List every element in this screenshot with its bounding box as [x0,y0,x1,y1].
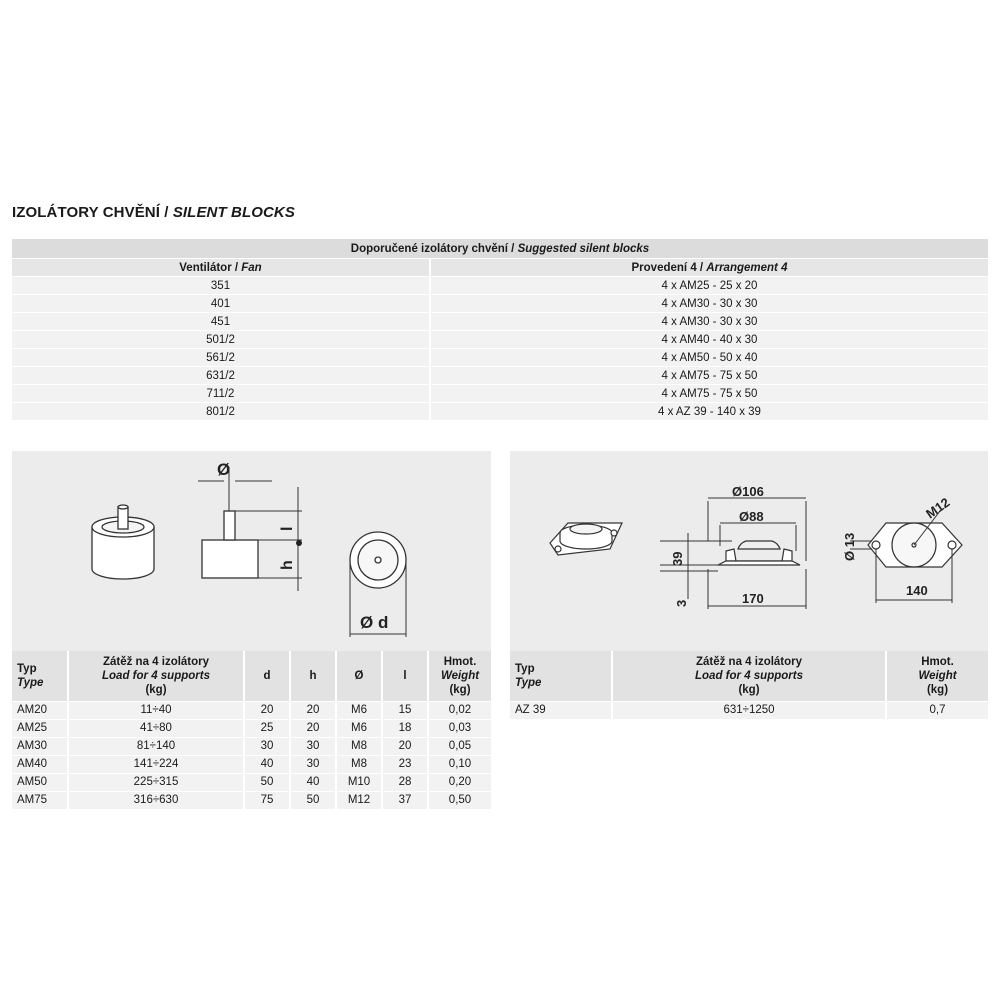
h-cell: 30 [290,737,336,755]
l-cell: 23 [382,755,428,773]
arrangement-cell: 4 x AM30 - 30 x 30 [430,313,988,331]
weight-cell: 0,10 [428,755,491,773]
load-cell: 631÷1250 [612,701,886,719]
weight-cell: 0,20 [428,773,491,791]
table-row [12,737,491,755]
fan-cell: 631/2 [12,367,430,385]
page-title: IZOLÁTORY CHVĚNÍ / SILENT BLOCKS [12,204,295,221]
dimension-dot [296,540,302,546]
h-cell: 20 [290,719,336,737]
load-cell: 11÷40 [68,701,244,719]
d-cell: 30 [244,737,290,755]
l-header: l [382,651,428,701]
fan-cell: 711/2 [12,385,430,403]
table-row [12,313,988,331]
diameter-d-label: Ø d [360,613,389,632]
h-cell: 50 [290,791,336,809]
fan-cell: 401 [12,295,430,313]
table-row [12,331,988,349]
diameter-88-label: Ø88 [739,509,764,524]
weight-header: Hmot. Weight (kg) [886,651,988,701]
height-label: h [279,560,296,570]
suggested-silent-blocks-table [12,239,988,420]
type-header: Typ Type [510,651,612,701]
h-cell: 40 [290,773,336,791]
fan-cell: 451 [12,313,430,331]
load-cell: 141÷224 [68,755,244,773]
h-cell: 20 [290,701,336,719]
type-cell: AM75 [12,791,68,809]
table-row [12,701,491,719]
table-row [12,719,491,737]
d-cell: 25 [244,719,290,737]
load-cell: 225÷315 [68,773,244,791]
am-drawing-panel [12,451,491,651]
table-row [12,403,988,421]
load-header: Zátěž na 4 izolátory Load for 4 supports (kg) [612,651,886,701]
table-row [12,295,988,313]
diameter-cell: M8 [336,755,382,773]
load-cell: 316÷630 [68,791,244,809]
load-cell: 81÷140 [68,737,244,755]
table-row [510,701,988,719]
h-header: h [290,651,336,701]
arrangement-cell: 4 x AM75 - 75 x 50 [430,385,988,403]
weight-cell: 0,7 [886,701,988,719]
type-cell: AM50 [12,773,68,791]
l-cell: 20 [382,737,428,755]
fan-cell: 351 [12,277,430,295]
az-specs-table [510,651,988,719]
arrangement-cell: 4 x AM75 - 75 x 50 [430,367,988,385]
type-cell: AM25 [12,719,68,737]
arrangement-cell: 4 x AM30 - 30 x 30 [430,295,988,313]
length-label: l [279,526,296,531]
table-row [12,755,491,773]
diameter-cell: M6 [336,719,382,737]
diameter-cell: M8 [336,737,382,755]
l-cell: 18 [382,719,428,737]
az-drawing-panel [510,451,988,651]
l-cell: 15 [382,701,428,719]
height-39-label: 39 [670,551,685,566]
fan-column-header: Ventilátor / Fan [12,259,430,277]
type-header: Typ Type [12,651,68,701]
weight-cell: 0,50 [428,791,491,809]
fan-cell: 501/2 [12,331,430,349]
table-row [12,349,988,367]
l-cell: 28 [382,773,428,791]
weight-cell: 0,03 [428,719,491,737]
fan-cell: 801/2 [12,403,430,421]
diameter-106-label: Ø106 [732,484,764,499]
type-cell: AM30 [12,737,68,755]
suggested-table-caption: Doporučené izolátory chvění / Suggested silent blocks [12,239,988,259]
diameter-cell: M6 [336,701,382,719]
d-cell: 40 [244,755,290,773]
table-row [12,791,491,809]
h-cell: 30 [290,755,336,773]
table-row [12,773,491,791]
width-170-label: 170 [742,591,764,606]
m12-label: M12 [923,494,953,522]
am-silent-block-drawing [12,451,491,651]
weight-header: Hmot. Weight (kg) [428,651,491,701]
height-3-label: 3 [674,599,689,607]
arrangement-cell: 4 x AZ 39 - 140 x 39 [430,403,988,421]
diameter-cell: M12 [336,791,382,809]
width-140-label: 140 [906,583,928,598]
fan-cell: 561/2 [12,349,430,367]
table-row [12,277,988,295]
az-silent-block-drawing [510,451,988,651]
arrangement-cell: 4 x AM40 - 40 x 30 [430,331,988,349]
type-cell: AM40 [12,755,68,773]
type-cell: AZ 39 [510,701,612,719]
diameter-label: Ø [217,460,231,479]
d-cell: 75 [244,791,290,809]
d-cell: 20 [244,701,290,719]
l-cell: 37 [382,791,428,809]
arrangement-cell: 4 x AM50 - 50 x 40 [430,349,988,367]
weight-cell: 0,05 [428,737,491,755]
type-cell: AM20 [12,701,68,719]
am-specs-table [12,651,491,809]
arrangement-cell: 4 x AM25 - 25 x 20 [430,277,988,295]
table-row [12,385,988,403]
table-row [12,367,988,385]
diameter-header: Ø [336,651,382,701]
diameter-13-label: Ø 13 [842,532,857,561]
arrangement-column-header: Provedení 4 / Arrangement 4 [430,259,988,277]
weight-cell: 0,02 [428,701,491,719]
d-header: d [244,651,290,701]
load-cell: 41÷80 [68,719,244,737]
load-header: Zátěž na 4 izolátory Load for 4 supports (kg) [68,651,244,701]
diameter-cell: M10 [336,773,382,791]
d-cell: 50 [244,773,290,791]
